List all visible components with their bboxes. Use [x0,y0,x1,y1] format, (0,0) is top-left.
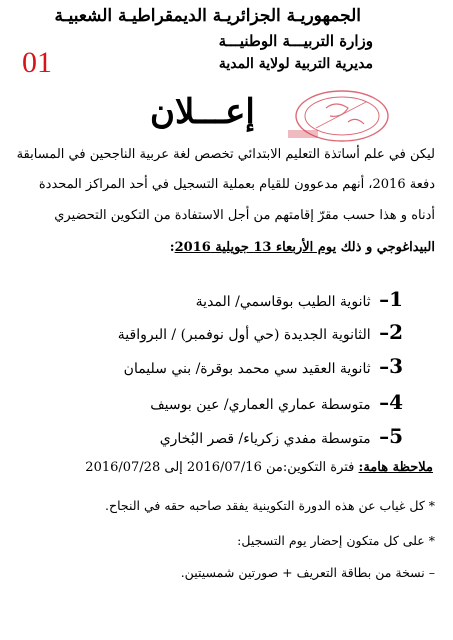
center-number: 5– [379,424,403,448]
center-name: الثانوية الجديدة (حي أول نوفمبر) / البرواقية [117,327,371,343]
document-number: 01 [22,46,52,79]
body-line-3: أدناه و هذا حسب مقرّ إقامتهم من أجل الاستفادة من التكوين التحضيري [54,208,435,223]
republic-heading: الجمهوريـة الجزائريـة الديمقراطيـة الشعبيـة [54,6,361,26]
body-line-4-prefix: البيداغوجي و ذلك [340,240,435,255]
note-bullet-absence: * كل غياب عن هذه الدورة التكوينية يفقد صاحبه حقه في النجاح. [105,498,435,513]
center-item-2 [118,320,403,344]
center-number: 3– [379,354,403,378]
body-line-1: ليكن في علم أساتذة التعليم الابتدائي تخصص لغة عربية الناجحين في المسابقة [16,147,435,162]
center-name: متوسطة عماري العماري/ عين بوسيف [150,397,371,413]
note-label: ملاحظة هامة: [358,460,433,475]
center-number: 2– [379,320,403,344]
important-note [85,460,433,475]
registration-date: يوم الأربعاء 13 جويلية 2016 [174,240,337,255]
directorate-heading: مديرية التربية لولاية المدية [218,56,373,72]
center-name: متوسطة مفدي زكرياء/ قصر البُخاري [159,431,371,447]
center-name: ثانوية الطيب بوقاسمي/ المدية [195,294,371,310]
note-bullet-documents: * على كل متكون إحضار يوم التسجيل: [237,533,435,548]
center-item-4 [150,390,403,414]
center-item-5 [160,424,403,448]
body-line-4-suffix: : [169,240,175,255]
training-period: فترة التكوين:من 2016/07/16 إلى 2016/07/28 [85,460,355,475]
official-stamp [286,88,392,144]
ministry-heading: وزارة التربيـــة الوطنيـــة [218,32,373,50]
center-item-3 [124,354,403,378]
center-item-1 [196,287,403,311]
center-number: 1– [379,287,403,311]
center-name: ثانوية العقيد سي محمد بوقرة/ بني سليمان [123,361,371,377]
body-line-4 [170,240,435,255]
center-number: 4– [379,390,403,414]
announcement-title: إعـــلان [150,92,255,132]
body-line-2: دفعة 2016، أنهم مدعوون للقيام بعملية التسجيل في أحد المراكز المحددة [38,177,435,192]
note-bullet-id-photos: – نسخة من بطاقة التعريف + صورتين شمسيتين. [180,565,435,580]
